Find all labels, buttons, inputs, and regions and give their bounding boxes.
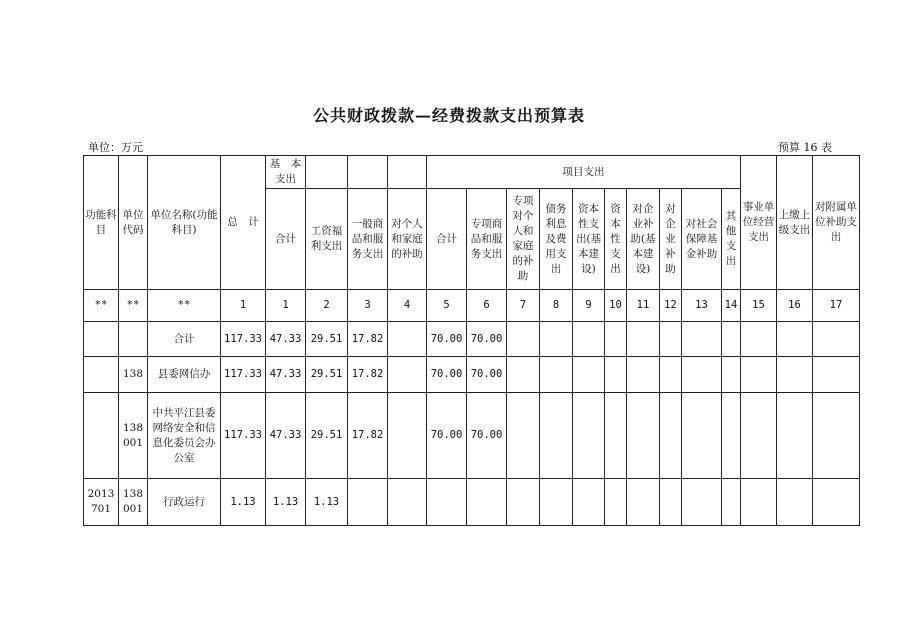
table-cell: 47.33 xyxy=(266,393,306,479)
table-cell xyxy=(540,479,573,526)
table-cell xyxy=(660,479,682,526)
header-project-col: 资本性支出(基本建设) xyxy=(573,189,605,290)
table-row xyxy=(84,479,860,526)
index-cell: 7 xyxy=(507,290,540,322)
table-cell: 1.13 xyxy=(266,479,306,526)
header-func-subject: 功能科目 xyxy=(84,156,119,290)
table-row xyxy=(84,357,860,393)
index-cell: ** xyxy=(84,290,119,322)
table-cell: 17.82 xyxy=(348,322,388,357)
table-cell xyxy=(388,479,427,526)
table-cell xyxy=(540,393,573,479)
index-row xyxy=(84,290,860,322)
table-cell xyxy=(605,393,627,479)
header-basic-col: 工资福利支出 xyxy=(306,189,348,290)
table-cell: 117.33 xyxy=(221,357,266,393)
table-cell xyxy=(84,322,119,357)
table-cell: 47.33 xyxy=(266,322,306,357)
table-cell xyxy=(813,479,860,526)
table-row xyxy=(84,393,860,479)
index-cell: 16 xyxy=(777,290,813,322)
table-cell xyxy=(573,357,605,393)
header-project-col: 资本性支出 xyxy=(605,189,627,290)
table-cell xyxy=(540,322,573,357)
table-cell: 17.82 xyxy=(348,357,388,393)
table-cell xyxy=(741,479,777,526)
index-cell: ** xyxy=(119,290,148,322)
table-cell xyxy=(682,357,722,393)
table-cell xyxy=(682,322,722,357)
table-cell: 70.00 xyxy=(467,322,507,357)
table-cell xyxy=(813,357,860,393)
table-cell: 1.13 xyxy=(221,479,266,526)
unit-label: 单位：万元 xyxy=(88,141,143,154)
header-project: 项目支出 xyxy=(427,156,741,189)
table-cell: 117.33 xyxy=(221,322,266,357)
table-cell xyxy=(388,357,427,393)
header-project-col: 其他支出 xyxy=(722,189,741,290)
index-cell: 11 xyxy=(627,290,660,322)
budget-table xyxy=(83,155,860,526)
header-project-col: 合计 xyxy=(427,189,467,290)
index-cell: 10 xyxy=(605,290,627,322)
header-project-col: 对社会保障基金补助 xyxy=(682,189,722,290)
table-cell xyxy=(722,357,741,393)
index-cell: 15 xyxy=(741,290,777,322)
table-cell xyxy=(777,322,813,357)
header-unit-code: 单位代码 xyxy=(119,156,148,290)
header-upper: 上缴上级支出 xyxy=(777,156,813,290)
header-subsidiary: 对附属单位补助支出 xyxy=(813,156,860,290)
table-cell xyxy=(741,322,777,357)
table-cell xyxy=(573,393,605,479)
table-cell xyxy=(627,357,660,393)
table-cell xyxy=(388,322,427,357)
table-cell: 117.33 xyxy=(221,393,266,479)
table-cell xyxy=(777,479,813,526)
table-cell xyxy=(627,322,660,357)
table-cell xyxy=(605,479,627,526)
table-cell: 138 001 xyxy=(119,479,148,526)
table-cell xyxy=(573,479,605,526)
table-cell xyxy=(540,357,573,393)
table-cell xyxy=(627,479,660,526)
table-cell: 70.00 xyxy=(467,393,507,479)
index-cell: 5 xyxy=(427,290,467,322)
index-cell: 6 xyxy=(467,290,507,322)
header-project-col: 专项对个人和家庭的补助 xyxy=(507,189,540,290)
table-cell xyxy=(467,479,507,526)
table-cell xyxy=(573,322,605,357)
header-business: 事业单位经营支出 xyxy=(741,156,777,290)
table-cell: 29.51 xyxy=(306,393,348,479)
index-cell: 13 xyxy=(682,290,722,322)
table-cell: 中共平江县委网络安全和信息化委员会办公室 xyxy=(148,393,221,479)
header-project-col: 专项商品和服务支出 xyxy=(467,189,507,290)
table-cell xyxy=(660,393,682,479)
index-cell: 4 xyxy=(388,290,427,322)
header-basic-col: 合计 xyxy=(266,189,306,290)
table-cell xyxy=(605,322,627,357)
header-project-col: 对企业补助 xyxy=(660,189,682,290)
table-cell xyxy=(507,322,540,357)
table-cell xyxy=(507,357,540,393)
table-cell: 县委网信办 xyxy=(148,357,221,393)
table-cell xyxy=(813,322,860,357)
table-cell xyxy=(660,322,682,357)
table-cell xyxy=(84,393,119,479)
table-cell: 47.33 xyxy=(266,357,306,393)
table-cell xyxy=(777,393,813,479)
header-unit-name: 单位名称(功能科目) xyxy=(148,156,221,290)
header-basic-col: 对个人和家庭的补助 xyxy=(388,189,427,290)
table-cell xyxy=(427,479,467,526)
table-cell: 70.00 xyxy=(427,357,467,393)
table-cell xyxy=(119,322,148,357)
table-cell: 138 001 xyxy=(119,393,148,479)
table-cell: 29.51 xyxy=(306,322,348,357)
index-cell: 8 xyxy=(540,290,573,322)
table-cell: 29.51 xyxy=(306,357,348,393)
index-cell: 14 xyxy=(722,290,741,322)
table-cell xyxy=(660,357,682,393)
table-cell: 17.82 xyxy=(348,393,388,479)
table-cell xyxy=(682,479,722,526)
index-cell: 17 xyxy=(813,290,860,322)
header-project-col: 债务利息及费用支出 xyxy=(540,189,573,290)
index-cell: 9 xyxy=(573,290,605,322)
table-cell xyxy=(84,357,119,393)
table-cell xyxy=(348,479,388,526)
table-cell xyxy=(627,393,660,479)
header-total: 总 计 xyxy=(221,156,266,290)
table-cell xyxy=(741,357,777,393)
table-cell xyxy=(682,393,722,479)
table-cell xyxy=(605,357,627,393)
table-cell: 2013 701 xyxy=(84,479,119,526)
table-cell: 1.13 xyxy=(306,479,348,526)
index-cell: ** xyxy=(148,290,221,322)
table-cell xyxy=(722,479,741,526)
table-cell: 70.00 xyxy=(427,322,467,357)
form-number: 预算 16 表 xyxy=(778,141,832,154)
table-cell xyxy=(777,357,813,393)
table-cell xyxy=(813,393,860,479)
table-cell xyxy=(741,393,777,479)
table-cell xyxy=(507,393,540,479)
table-row xyxy=(84,322,860,357)
table-cell xyxy=(722,322,741,357)
table-cell: 70.00 xyxy=(467,357,507,393)
table-cell xyxy=(722,393,741,479)
index-cell: 12 xyxy=(660,290,682,322)
table-cell: 138 xyxy=(119,357,148,393)
index-cell: 3 xyxy=(348,290,388,322)
table-cell: 行政运行 xyxy=(148,479,221,526)
table-cell xyxy=(507,479,540,526)
header-basic: 基 本 支出 xyxy=(266,156,306,189)
table-cell: 合计 xyxy=(148,322,221,357)
table-cell: 70.00 xyxy=(427,393,467,479)
page-title: 公共财政拨款—经费拨款支出预算表 xyxy=(312,106,585,125)
header-project-col: 对企业补助(基本建设) xyxy=(627,189,660,290)
index-cell: 1 xyxy=(221,290,266,322)
header-basic-col: 一般商品和服务支出 xyxy=(348,189,388,290)
index-cell: 2 xyxy=(306,290,348,322)
table-cell xyxy=(388,393,427,479)
index-cell: 1 xyxy=(266,290,306,322)
